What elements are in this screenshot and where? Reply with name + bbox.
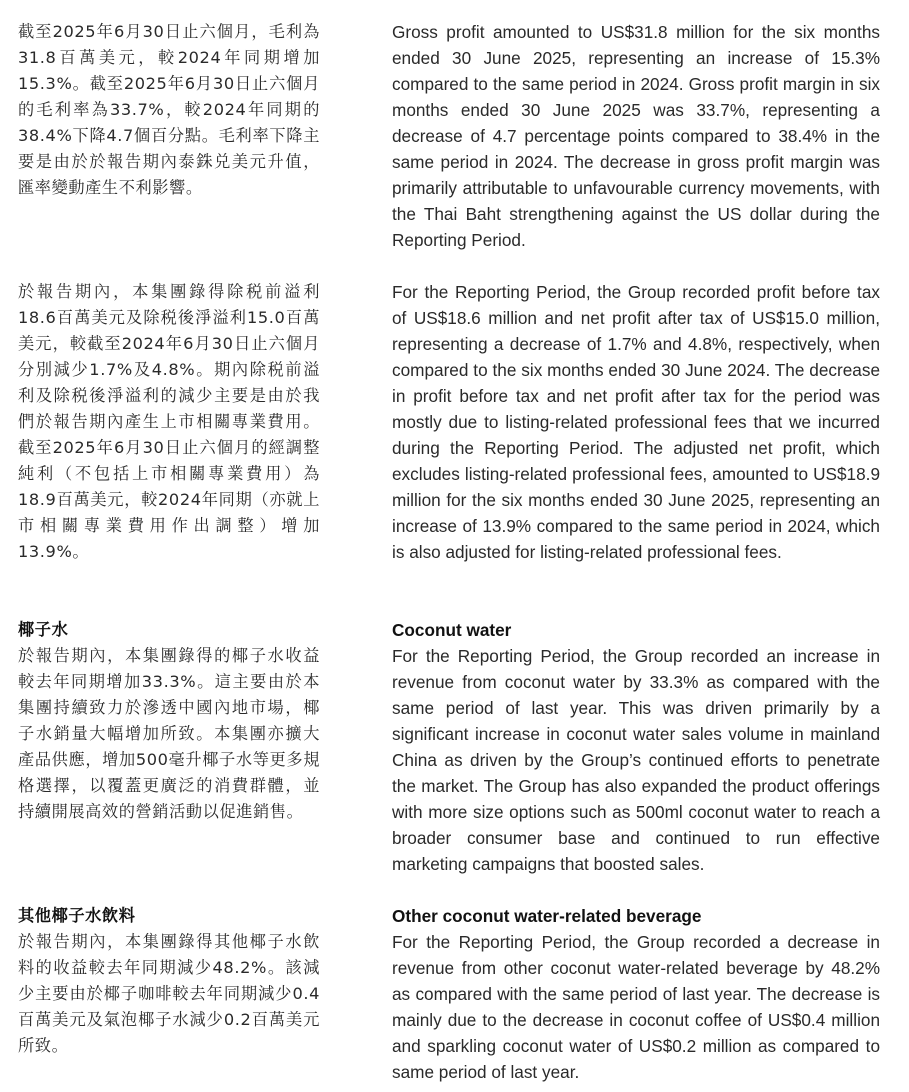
en-gross-profit-section [392, 19, 880, 253]
zh-coconut-water-heading: 椰子水 [18, 620, 69, 639]
zh-coconut-water-section [18, 617, 320, 825]
zh-profit-section [18, 279, 320, 565]
en-profit-section [392, 279, 880, 565]
zh-gross-profit-section [18, 19, 320, 201]
en-other-beverage-section [392, 903, 880, 1085]
zh-other-beverage-paragraph: 於報告期內，本集團錄得其他椰子水飲料的收益較去年同期減少48.2%。該減少主要由於椰子咖啡較去年同期減少0.4百萬美元及氣泡椰子水減少0.2百萬美元所致。 [18, 932, 320, 1055]
en-coconut-water-heading: Coconut water [392, 620, 512, 640]
en-coconut-water-section [392, 617, 880, 877]
zh-gross-profit-paragraph: 截至2025年6月30日止六個月，毛利為31.8百萬美元，較2024年同期增加15.3%。截至2025年6月30日止六個月的毛利率為33.7%，較2024年同期的38.4%下降4.7個百分點。毛利率下降主要是由於於報告期內泰銖兑美元升值，匯率變動產生不利影響。 [18, 22, 320, 197]
zh-other-beverage-section [18, 903, 320, 1059]
en-other-beverage-paragraph: For the Reporting Period, the Group recorded a decrease in revenue from other coconut water-related beverage by 48.2% as compared with the same period of last year. The decrease is mainly due to the decrease in coconut coffee of US$0.4 million and sparkling coconut water of US$0.2 million as compared to same period of last year. [392, 932, 880, 1082]
en-gross-profit-paragraph: Gross profit amounted to US$31.8 million for the six months ended 30 June 2025, representing an increase of 15.3% compared to the same period in 2024. Gross profit margin in six months ended 30 June 2025 was 33.7%, representing a decrease of 4.7 percentage points compared to 38.4% in the same period in 2024. The decrease in gross profit margin was primarily attributable to unfavourable currency movements, with the Thai Baht strengthening against the US dollar during the Reporting Period. [392, 22, 880, 250]
zh-other-beverage-heading: 其他椰子水飲料 [18, 906, 136, 925]
zh-coconut-water-paragraph: 於報告期內，本集團錄得的椰子水收益較去年同期增加33.3%。這主要由於本集團持續致力於滲透中國內地市場，椰子水銷量大幅增加所致。本集團亦擴大產品供應，增加500毫升椰子水等更多規格選擇，以覆蓋更廣泛的消費群體，並持續開展高效的營銷活動以促進銷售。 [18, 646, 320, 821]
zh-profit-paragraph: 於報告期內，本集團錄得除税前溢利18.6百萬美元及除税後淨溢利15.0百萬美元，較截至2024年6月30日止六個月分別減少1.7%及4.8%。期內除税前溢利及除税後淨溢利的減少主要是由於我們於報告期內產生上市相關專業費用。截至2025年6月30日止六個月的經調整純利（不包括上市相關專業費用）為18.9百萬美元，較2024年同期（亦就上市相關專業費用作出調整）增加13.9%。 [18, 282, 320, 561]
en-other-beverage-heading: Other coconut water-related beverage [392, 906, 702, 926]
en-profit-paragraph: For the Reporting Period, the Group recorded profit before tax of US$18.6 million and net profit after tax of US$15.0 million, representing a decrease of 1.7% and 4.8%, respectively, when compared to the six months ended 30 June 2024. The decrease in profit before tax and net profit after tax for the period was mostly due to listing-related professional fees that we incurred during the Reporting Period. The adjusted net profit, which excludes listing-related professional fees, amounted to US$18.9 million for the six months ended 30 June 2025, representing an increase of 13.9% compared to the same period in 2024, which is also adjusted for listing-related professional fees. [392, 282, 880, 562]
en-coconut-water-paragraph: For the Reporting Period, the Group recorded an increase in revenue from coconut water by 33.3% as compared with the same period of last year. This was driven primarily by a significant increase in coconut water sales volume in mainland China as driven by the Group’s continued efforts to penetrate the market. The Group has also expanded the product offerings with more size options such as 500ml coconut water to reach a broader consumer base and continued to run effective marketing campaigns that boosted sales. [392, 646, 880, 874]
